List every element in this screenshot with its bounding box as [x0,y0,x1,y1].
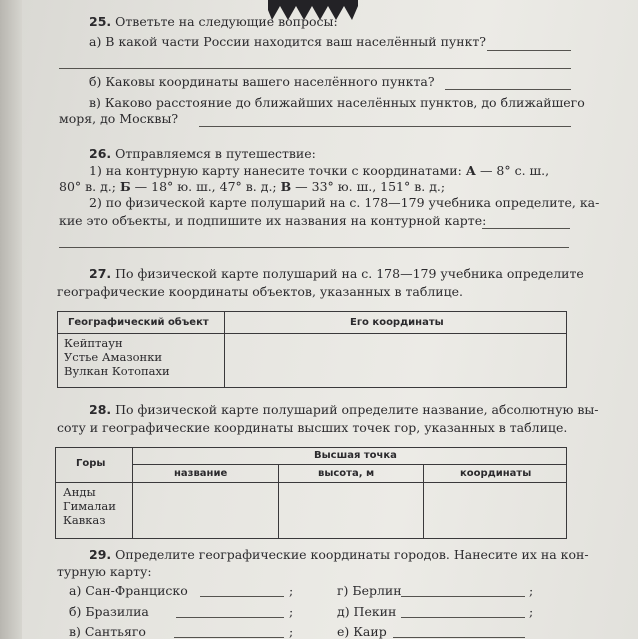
page-spine-shadow [0,0,22,639]
q28-text-line1: По физической карте полушарий определите название, абсолютную вы- [115,402,599,417]
q29-number: 29. [89,547,112,562]
q26-heading [89,147,316,161]
q26-item2-line1: 2) по физической карте полушарий на с. 178—179 учебника определите, ка- [89,195,600,210]
q28-sub-coords: координаты [460,468,532,479]
q29-city-v-answer-line[interactable] [174,637,284,638]
q26-answer-line[interactable] [482,228,570,229]
q29-city-g: г) Берлин [337,583,402,598]
q26-answer-line-2[interactable] [59,247,569,248]
q29-text-line2: турную карту: [57,564,152,579]
q29-city-e: е) Каир [337,624,387,639]
q28-height-answer-cell[interactable] [280,484,422,537]
q25-part-b: б) Каковы координаты вашего населённого пункта? [89,74,435,89]
q29-city-b-answer-line[interactable] [176,617,284,618]
q28-line1 [89,403,599,417]
q29-city-b: б) Бразилиа [69,604,149,619]
q28-table [55,447,567,539]
q28-col-peak: Высшая точка [314,450,397,461]
q28-row-2: Гималаи [63,499,116,513]
q28-table-subheader-line [132,464,566,465]
q27-table-divider [224,312,225,387]
q27-text-line1: По физической карте полушарий на с. 178—179 учебника определите [115,266,584,281]
q28-number: 28. [89,402,112,417]
q25-c-answer-line[interactable] [199,126,571,127]
q27-text-line2: географические координаты объектов, указанных в таблице. [57,284,464,299]
q26-point-v-coords: — 33° ю. ш., 151° в. д.; [295,179,446,194]
q29-city-b-sep: ; [289,604,294,619]
q28-row-1: Анды [63,485,96,499]
q27-col-coords: Его координаты [350,317,444,328]
q25-part-c-line1: в) Каково расстояние до ближайших населённых пунктов, до ближайшего [89,95,585,110]
q25-part-a: а) В какой части России находится ваш населённый пункт? [89,34,487,49]
q26-point-b-coords: — 18° ю. ш., 47° в. д.; [134,179,277,194]
q27-table-header-line [58,333,566,334]
q27-number: 27. [89,266,112,281]
q26-item1-line2 [59,180,445,194]
q29-city-a: а) Сан-Франциско [69,583,188,598]
q26-point-b-label: Б [119,179,131,194]
q27-table [57,311,567,388]
q27-col-object: Географический объект [68,317,209,328]
q28-coords-answer-cell[interactable] [425,484,565,537]
q29-city-d: д) Пекин [337,604,397,619]
q29-city-a-sep: ; [289,583,294,598]
q26-point-a-coords: — 8° с. ш., [479,163,550,178]
q26-item1-line1 [89,164,549,178]
q26-item2-line2: кие это объекты, и подпишите их названия на контурной карте: [59,213,487,228]
q29-city-d-answer-line[interactable] [401,617,525,618]
q27-row-1: Кейптаун [64,336,123,350]
q25-number: 25. [89,14,112,29]
q27-coords-answer-cell[interactable] [226,335,564,385]
q29-city-a-answer-line[interactable] [200,596,284,597]
q28-sub-height: высота, м [318,468,375,479]
q28-name-answer-cell[interactable] [134,484,277,537]
q28-table-divider-3 [423,464,424,538]
q29-city-v-sep: ; [289,624,294,639]
q28-col-mountains: Горы [76,458,106,469]
q25-part-c-line2: моря, до Москвы? [59,111,179,126]
q29-line1 [89,548,589,562]
q25-a-answer-line-2[interactable] [59,68,571,69]
q29-city-g-sep: ; [529,583,534,598]
q28-table-header-line [56,482,566,483]
q25-heading [89,15,338,29]
q28-table-divider-2 [278,464,279,538]
q28-text-line2: соту и географические координаты высших точек гор, указанных в таблице. [57,420,568,435]
q29-city-g-answer-line[interactable] [401,596,525,597]
q28-sub-name: название [174,468,228,479]
q26-point-v-label: В [280,179,292,194]
q26-number: 26. [89,146,112,161]
q29-city-v: в) Сантьяго [69,624,146,639]
q25-title: Ответьте на следующие вопросы: [115,14,338,29]
q25-a-answer-line[interactable] [487,50,571,51]
q26-item1-text: 1) на контурную карту нанесите точки с координатами: [89,163,462,178]
q25-b-answer-line[interactable] [445,89,571,90]
q29-text-line1: Определите географические координаты городов. Нанесите их на кон- [115,547,589,562]
q28-table-divider-1 [132,448,133,538]
q27-row-2: Устье Амазонки [64,350,163,364]
q27-row-3: Вулкан Котопахи [64,364,170,378]
q26-point-a-label: А [465,163,476,178]
q29-city-d-sep: ; [529,604,534,619]
q26-title: Отправляемся в путешествие: [115,146,316,161]
q26-point-a-lon: 80° в. д.; [59,179,116,194]
q29-city-e-answer-line[interactable] [393,637,525,638]
q27-line1 [89,267,584,281]
q28-row-3: Кавказ [63,513,106,527]
